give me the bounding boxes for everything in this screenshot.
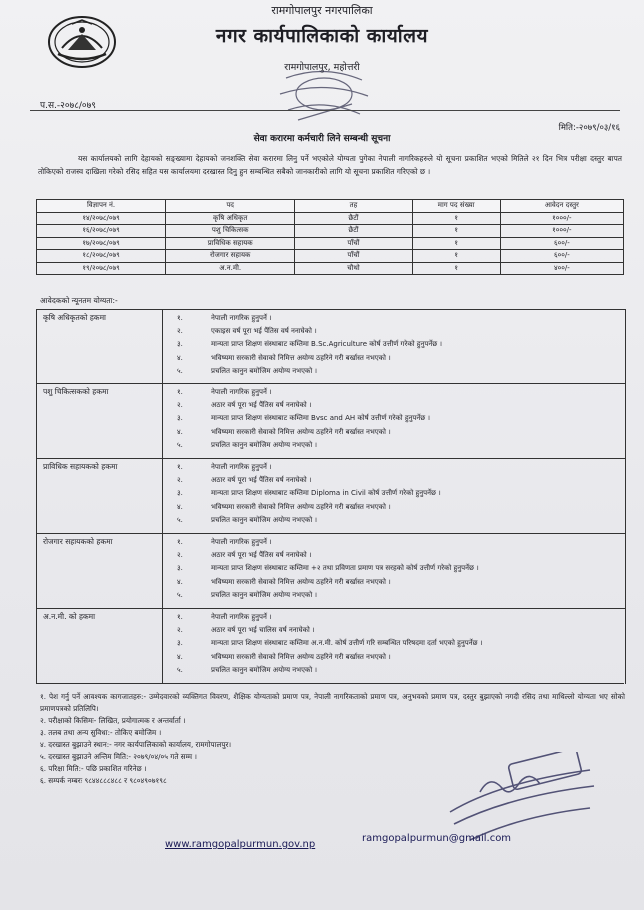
section-divider — [162, 459, 163, 534]
list-item: ३. मान्यता प्राप्त शिक्षण संस्थाबाट कम्तिमा Diploma in Civil कोर्ष उत्तीर्ण गरेको हुनुपर्नेछ । — [177, 489, 441, 498]
list-item: १. नेपाली नागरिक हुनुपर्ने । — [177, 538, 272, 546]
table-cell: १८/२०७८/०७९ — [37, 250, 166, 263]
notice-date: मिति:-२०७९/०३/१६ — [558, 123, 620, 133]
note-exam-type: २. परीक्षाको किसिमः- लिखित, प्रयोगात्मक र अन्तर्वार्ता । — [40, 716, 186, 725]
list-item: ३. मान्यता प्राप्त शिक्षण संस्थाबाट कम्तिमा Bvsc and AH कोर्ष उत्तीर्ण गरेको हुनुपर्नेछ । — [177, 414, 431, 423]
qualification-section-employment-assistant — [36, 533, 626, 609]
list-item: ५. प्रचलित कानुन बमोजिम अयोग्य नभएको । — [177, 440, 318, 449]
table-cell: १०००/- — [500, 212, 623, 225]
qualification-label: प्राविधिक सहायकको हकमा — [43, 462, 118, 471]
list-item: ४. भविष्यमा सरकारी सेवाको निमित्त अयोग्य ठहरिने गरी बर्खास्त नभएको । — [177, 502, 391, 511]
table-cell: पाँचौं — [295, 250, 412, 263]
note-submission-place: ४. दरखास्त बुझाउने स्थान:- नगर कार्यपालिकाको कार्यालय, रामगोपालपुर। — [40, 740, 232, 749]
table-cell: चौथो — [295, 262, 412, 275]
table-cell: कृषि अधिकृत — [166, 212, 295, 225]
column-header: तह — [295, 200, 412, 213]
table-cell: पाँचौं — [295, 237, 412, 250]
qualification-section-technical-assistant — [36, 458, 626, 534]
list-item: ५. प्रचलित कानुन बमोजिम अयोग्य नभएको । — [177, 590, 318, 599]
column-header: विज्ञापन नं. — [37, 200, 166, 213]
qualification-list — [177, 536, 619, 602]
table-cell: १ — [412, 250, 500, 263]
list-item: २. अठार वर्ष पूरा भई चालिस वर्ष ननाघेको । — [177, 626, 315, 635]
list-item: १. नेपाली नागरिक हुनुपर्ने । — [177, 314, 272, 322]
email-link[interactable]: ramgopalpurmun@gmail.com — [362, 833, 512, 844]
list-item: २. अठार वर्ष पूरा भई पैंतिस वर्ष ननाघेको । — [177, 551, 312, 560]
section-divider — [162, 609, 163, 684]
dispatch-stamp — [268, 60, 380, 126]
municipality-name: रामगोपालपुर नगरपालिका — [271, 4, 373, 17]
list-item: ५. प्रचलित कानुन बमोजिम अयोग्य नभएको । — [177, 665, 318, 674]
list-item: ५. प्रचलित कानुन बमोजिम अयोग्य नभएको । — [177, 515, 318, 524]
header-divider — [30, 110, 620, 111]
intro-paragraph: यस कार्यालयको लागि देहायको सङ्ख्यामा देहायको जनशक्ति सेवा करारमा लिनु पर्ने भएकोले योग्यता पुगेका नेपाली नागरिकहरुले यो सूचना प्रकाशित भएको मितिले २१ दिन भित्र परीक्षा दस्तुर बापत तोकिएको राजस्व दाखिला गरेको रसिद सहित यस कार्यालयमा दरखास्त दिनु हुन सम्बन्धित सबैको जानकारीको लागि यो सूचना प्रकाशित गरिएको छ । — [38, 154, 622, 176]
list-item: ४. भविष्यमा सरकारी सेवाको निमित्त अयोग्य ठहरिने गरी बर्खास्त नभएको । — [177, 353, 391, 362]
qualification-list — [177, 461, 619, 527]
table-cell: १४/२०७८/०७९ — [37, 212, 166, 225]
qualification-label: कृषि अधिकृतको हकमा — [43, 313, 106, 322]
list-item: २. एकाइस वर्ष पूरा भई पैंतिस वर्ष ननाघेको । — [177, 327, 317, 336]
table-cell: रोजगार सहायक — [166, 250, 295, 263]
qualification-list — [177, 386, 619, 452]
vacancy-table-header-row — [37, 200, 624, 213]
qualification-section-anm — [36, 608, 626, 684]
table-cell: छैटौं — [295, 212, 412, 225]
table-row — [37, 262, 624, 275]
column-header: पद — [166, 200, 295, 213]
list-item: १. नेपाली नागरिक हुनुपर्ने । — [177, 388, 272, 396]
table-cell: प्राविधिक सहायक — [166, 237, 295, 250]
list-item: ४. भविष्यमा सरकारी सेवाको निमित्त अयोग्य ठहरिने गरी बर्खास्त नभएको । — [177, 577, 391, 586]
note-documents: १. पेश गर्नु पर्ने आवश्यक कागजातहरु:- उम्मेदवारको व्यक्तिगत विवरण, शैक्षिक योग्यताको प्रमाण पत्र, नेपाली नागरिकताको प्रमाण पत्र, अनुभवको प्रमाण पत्र, दस्तुर बुझाएको नगदी रसिद तथा माथिल्लो योग्यता भए सोको प्रमाणपत्रको प्रतिलिपि। — [40, 692, 625, 713]
notice-subject: सेवा करारमा कर्मचारी लिने सम्बन्धी सूचना — [253, 134, 391, 144]
table-cell: १०००/- — [500, 225, 623, 238]
table-row — [37, 237, 624, 250]
list-item: ३. मान्यता प्राप्त शिक्षण संस्थाबाट कम्तिमा अ.न.मी. कोर्ष उत्तीर्ण गरि सम्बन्धित परिषदमा दर्ता भएको हुनुपर्नेछ । — [177, 639, 483, 648]
table-cell: छैटौं — [295, 225, 412, 238]
qualification-section-veterinarian — [36, 383, 626, 459]
table-cell: पशु चिकित्सक — [166, 225, 295, 238]
note-exam-date: ६. परिक्षा मिति:- पछि प्रकाशित गरिनेछ । — [40, 764, 147, 773]
table-cell: १७/२०७८/०७९ — [37, 237, 166, 250]
section-divider — [162, 534, 163, 609]
reference-number: प.स.-२०७८/०७९ — [40, 101, 96, 111]
table-cell: ६००/- — [500, 250, 623, 263]
table-row — [37, 225, 624, 238]
qualification-label: पशु चिकित्सकको हकमा — [43, 387, 109, 396]
office-title: नगर कार्यपालिकाको कार्यालय — [215, 25, 429, 47]
note-deadline: ५. दरखास्त बुझाउने अन्तिम मिति:- २०७९/०४/०५ गते सम्म । — [40, 752, 198, 761]
table-cell: १६/२०७८/०७९ — [37, 225, 166, 238]
note-salary: ३. तलब तथा अन्य सुविधा:- तोकिए बमोजिम । — [40, 728, 162, 737]
list-item: १. नेपाली नागरिक हुनुपर्ने । — [177, 613, 272, 621]
table-cell: १ — [412, 237, 500, 250]
table-cell: १ — [412, 262, 500, 275]
list-item: १. नेपाली नागरिक हुनुपर्ने । — [177, 463, 272, 471]
website-link[interactable]: www.ramgopalpurmun.gov.np — [165, 839, 316, 850]
column-header: माग पद संख्या — [412, 200, 500, 213]
section-divider — [162, 310, 163, 384]
table-cell: ४००/- — [500, 262, 623, 275]
note-contact: ६. सम्पर्क नम्बरः ९८४४८८८४८८ र ९८०४९०७१९८ — [40, 776, 167, 785]
table-cell: १ — [412, 212, 500, 225]
qualification-list — [177, 312, 619, 378]
table-cell: ६००/- — [500, 237, 623, 250]
qualifications-bottom-border — [36, 683, 624, 684]
qualification-section-agriculture-officer — [36, 309, 626, 384]
table-cell: १९/२०७८/०७९ — [37, 262, 166, 275]
list-item: ५. प्रचलित कानुन बमोजिम अयोग्य नभएको । — [177, 366, 318, 375]
column-header: आवेदन दस्तुर — [500, 200, 623, 213]
qualification-label: अ.न.मी. को हकमा — [43, 612, 96, 621]
qualification-label: रोजगार सहायकको हकमा — [43, 537, 113, 546]
list-item: ४. भविष्यमा सरकारी सेवाको निमित्त अयोग्य ठहरिने गरी बर्खास्त नभएको । — [177, 427, 391, 436]
office-address: रामगोपालपुर, महोत्तरी — [284, 62, 360, 73]
table-row — [37, 212, 624, 225]
list-item: ३. मान्यता प्राप्त शिक्षण संस्थाबाट कम्तिमा +२ तथा प्रविणता प्रमाण पत्र सरहको कोर्ष उत्तीर्ण गरेको हुनुपर्नेछ । — [177, 564, 479, 573]
vacancy-table — [36, 199, 624, 275]
list-item: ३. मान्यता प्राप्त शिक्षण संस्थाबाट कम्तिमा B.Sc.Agriculture कोर्ष उत्तीर्ण गरेको हुनुपर्नेछ । — [177, 340, 443, 349]
section-divider — [162, 384, 163, 459]
qualification-list — [177, 611, 619, 677]
min-qualification-heading: आवेदकको न्यूनतम योग्यता:- — [40, 296, 118, 305]
table-cell: अ.न.मी. — [166, 262, 295, 275]
list-item: ४. भविष्यमा सरकारी सेवाको निमित्त अयोग्य ठहरिने गरी बर्खास्त नभएको । — [177, 652, 391, 661]
table-row — [37, 250, 624, 263]
list-item: २. अठार वर्ष पूरा भई पैंतिस वर्ष ननाघेको । — [177, 401, 312, 410]
list-item: २. अठार वर्ष पूरा भई पैंतिस वर्ष ननाघेको । — [177, 476, 312, 485]
table-cell: १ — [412, 225, 500, 238]
